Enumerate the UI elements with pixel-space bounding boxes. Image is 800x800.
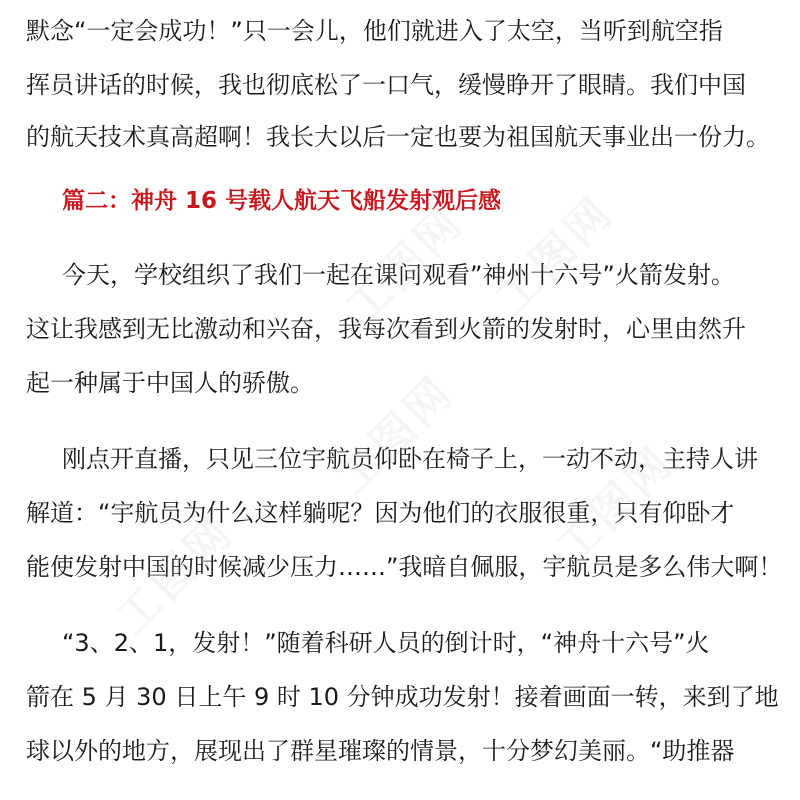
text-line: 默念“一定会成功！”只一会儿，他们就进入了太空，当听到航空指 bbox=[26, 17, 723, 45]
section-heading: 篇二：神舟 16 号载人航天飞船发射观后感 bbox=[62, 188, 502, 214]
text-line: 今天，学校组织了我们一起在课问观看”神州十六号”火箭发射。 bbox=[62, 261, 735, 289]
text-line: 能使发射中国的时候减少压力……”我暗自佩服，宇航员是多么伟大啊！ bbox=[26, 553, 783, 581]
text-line: 球以外的地方，展现出了群星璀璨的情景，十分梦幻美丽。“助推器 bbox=[26, 737, 735, 765]
watermark: 工图网 bbox=[336, 196, 475, 335]
watermark: 工图网 bbox=[326, 366, 465, 505]
text-line: 的航天技术真高超啊！我长大以后一定也要为祖国航天事业出一份力。 bbox=[26, 123, 770, 151]
watermark: 工图网 bbox=[546, 436, 685, 575]
text-line: 这让我感到无比激动和兴奋，我每次看到火箭的发射时，心里由然升 bbox=[26, 315, 746, 343]
text-line: 箭在 5 月 30 日上午 9 时 10 分钟成功发射！接着画面一转，来到了地 bbox=[26, 683, 779, 711]
text-line: 挥员讲话的时候，我也彻底松了一口气，缓慢睁开了眼睛。我们中国 bbox=[26, 71, 746, 99]
text-line: “3、2、1，发射！”随着科研人员的倒计时，“神舟十六号”火 bbox=[62, 629, 710, 657]
watermark: 工图网 bbox=[106, 506, 245, 645]
text-line: 解道：“宇航员为什么这样躺呢？因为他们的衣服很重，只有仰卧才 bbox=[26, 499, 735, 527]
watermark: 工图网 bbox=[486, 186, 625, 325]
text-line: 起一种属于中国人的骄傲。 bbox=[26, 369, 314, 397]
text-line: 刚点开直播，只见三位宇航员仰卧在椅子上，一动不动，主持人讲 bbox=[62, 445, 758, 473]
